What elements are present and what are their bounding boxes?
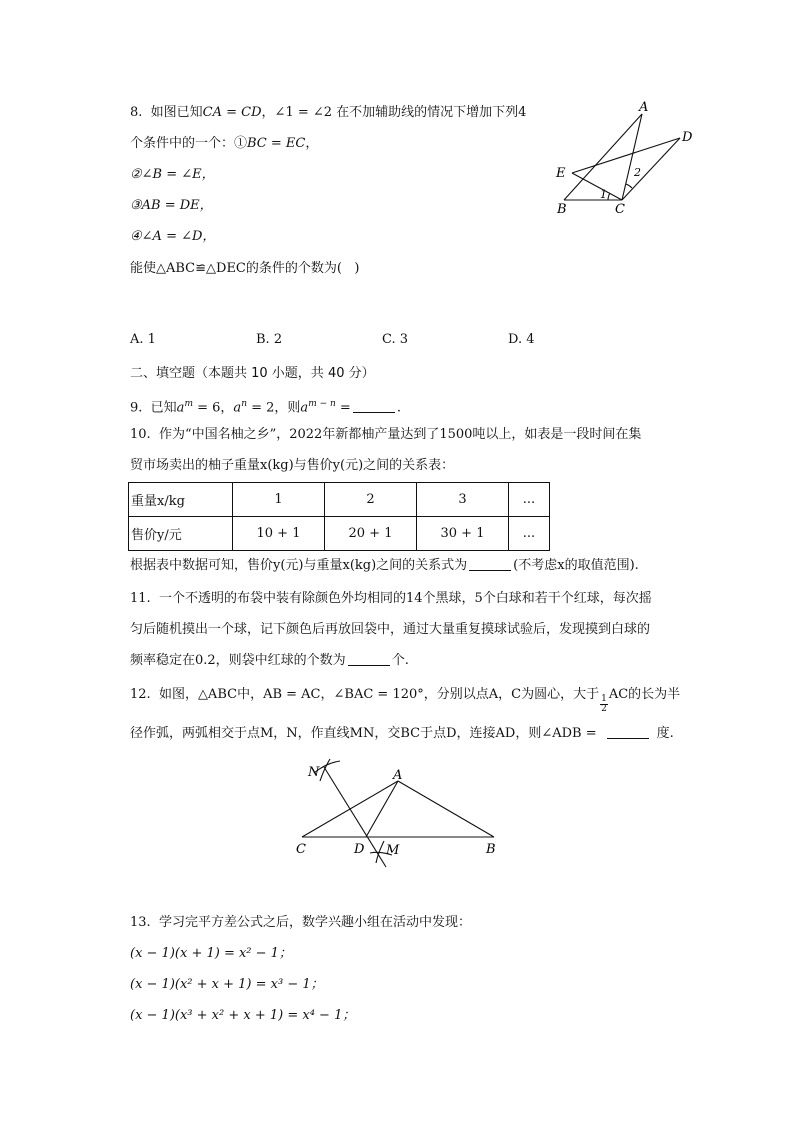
q12-label-d: D	[354, 842, 365, 857]
q12-answer-blank[interactable]	[607, 726, 649, 739]
section-fill-in-blank-header: 二、填空题（本题共 10 小题，共 40 分）	[130, 366, 375, 381]
q10-table-cell: 1	[233, 483, 325, 517]
q8-condition-3: ③AB = DE，	[130, 198, 213, 213]
q8-option-c[interactable]: C. 3	[382, 332, 409, 347]
q11-answer-blank[interactable]	[348, 653, 390, 666]
q12-label-b: B	[486, 842, 496, 857]
q11-line2: 匀后随机摸出一个球，记下颜色后再放回袋中，通过大量重复摸球试验后，发现摸到白球的	[130, 622, 651, 637]
q9-exp-2: n	[241, 399, 247, 409]
q9-mid-1: = 6，	[192, 400, 234, 416]
q10-line1: 10. 作为“中国名柚之乡”，2022年新都柚产量达到了1500吨以上，如表是一段时间在集	[130, 427, 642, 442]
q12-fraction	[600, 695, 608, 714]
q12-label-n: N	[308, 765, 320, 780]
q12-line2	[130, 725, 674, 743]
q9-suffix: =	[335, 400, 351, 416]
q8-question: 能使△ABC≌△DEC的条件的个数为( )	[130, 261, 360, 276]
q12-label-c: C	[296, 842, 306, 857]
q8-stem-line2	[130, 135, 318, 153]
q9-base-3: a	[300, 400, 309, 416]
q9-exp-3: m − n	[308, 399, 336, 409]
q10-table-cell: 2	[325, 483, 417, 517]
q10-table-cell: 30 + 1	[417, 517, 509, 551]
q8-stem-line1	[130, 104, 526, 122]
q8-condition-4: ④∠A = ∠D，	[130, 229, 216, 244]
q8-label-b: B	[557, 202, 567, 217]
q8-label-e: E	[556, 166, 566, 181]
q12-label-a: A	[393, 768, 403, 783]
q13-line1: 13. 学习完平方差公式之后，数学兴趣小组在活动中发现：	[130, 915, 471, 930]
q8-option-d[interactable]: D. 4	[508, 332, 535, 347]
q12-label-m: M	[386, 843, 400, 858]
q8-condition-1: BC = EC	[247, 136, 306, 151]
q8-label-angle-2: 2	[634, 166, 641, 179]
q9-exp-1: m	[184, 399, 193, 409]
q12-fraction-numerator: 1	[601, 694, 607, 704]
q10-answer-line	[130, 557, 639, 575]
table-row	[129, 483, 550, 517]
q12-line1	[130, 686, 680, 714]
q8-option-b[interactable]: B. 2	[256, 332, 283, 347]
q12-segment-ad	[366, 781, 398, 837]
q10-table-cell: 20 + 1	[325, 517, 417, 551]
q10-answer-blank[interactable]	[469, 558, 511, 571]
q12-fraction-denominator: 2	[601, 704, 607, 714]
q10-table-cell: 10 + 1	[233, 517, 325, 551]
q8-condition-2: ②∠B = ∠E，	[130, 167, 215, 182]
table-row	[129, 517, 550, 551]
q10-answer-suffix: (不考虑x的取值范围).	[513, 558, 639, 573]
q8-stem-text: 8. 如图已知	[130, 105, 203, 120]
q9-end: .	[396, 400, 401, 416]
q10-table-cell: ...	[509, 517, 550, 551]
q11-line3-suffix: 个.	[391, 653, 409, 668]
q12-line1-text-2: AC的长为半	[608, 687, 681, 702]
q9-line	[130, 395, 401, 417]
q10-table-cell: ...	[509, 483, 550, 517]
q10-relation-table	[128, 482, 550, 551]
q13-equation-1: (x − 1)(x + 1) = x² − 1；	[130, 946, 292, 961]
q10-line2: 贸市场卖出的柚子重量x(kg)与售价y(元)之间的关系表：	[130, 458, 455, 473]
q9-base-1: a	[176, 400, 185, 416]
q12-line1-text: 12. 如图，△ABC中，AB = AC，∠BAC = 120°，分别以点A，C为圆心，大于	[130, 687, 600, 702]
q8-label-angle-1: 1	[600, 188, 607, 201]
q9-mid-2: = 2，则	[246, 400, 301, 416]
q8-angle-1-arc	[608, 193, 610, 200]
q8-segment-ac	[622, 114, 642, 200]
q8-label-d: D	[682, 130, 693, 145]
q11-line3	[130, 652, 409, 670]
q8-angle-2-arc	[626, 184, 632, 188]
q12-line2-suffix: 度.	[656, 726, 674, 741]
q10-table-cell: 3	[417, 483, 509, 517]
q10-table-header-weight: 重量x/kg	[129, 483, 233, 517]
q10-answer-prefix: 根据表中数据可知，售价y(元)与重量x(kg)之间的关系式为	[130, 558, 468, 573]
q13-equation-3: (x − 1)(x³ + x² + x + 1) = x⁴ − 1；	[130, 1008, 356, 1023]
q11-line3-text: 频率稳定在0.2，则袋中红球的个数为	[130, 653, 346, 668]
q8-comma: ，	[305, 136, 319, 151]
q8-figure	[548, 100, 708, 220]
q8-stem-line2-text: 个条件中的一个：①	[130, 136, 248, 151]
q9-prefix: 9. 已知	[130, 400, 177, 416]
q8-label-a: A	[639, 100, 649, 115]
q8-segment-ec	[572, 173, 622, 200]
q8-condition-ca-cd: CA = CD	[202, 105, 262, 120]
q12-arc-n-2	[320, 759, 330, 781]
q12-segment-ab	[398, 781, 494, 837]
q8-option-a[interactable]: A. 1	[130, 332, 156, 347]
q13-equation-2: (x − 1)(x² + x + 1) = x³ − 1；	[130, 977, 324, 992]
q10-table-header-price: 售价y/元	[129, 517, 233, 551]
q12-line2-text: 径作弧，两弧相交于点M，N，作直线MN，交BC于点D，连接AD，则∠ADB =	[130, 726, 597, 741]
q11-line1: 11. 一个不透明的布袋中装有除颜色外均相同的14个黑球，5个白球和若干个红球，每次摇	[130, 591, 652, 606]
q9-answer-blank[interactable]	[353, 400, 395, 413]
q8-label-c: C	[615, 202, 625, 217]
q12-figure	[290, 755, 510, 875]
q8-stem-text-2: ，∠1 = ∠2 在不加辅助线的情况下增加下列4	[261, 105, 527, 120]
q9-base-2: a	[233, 400, 242, 416]
